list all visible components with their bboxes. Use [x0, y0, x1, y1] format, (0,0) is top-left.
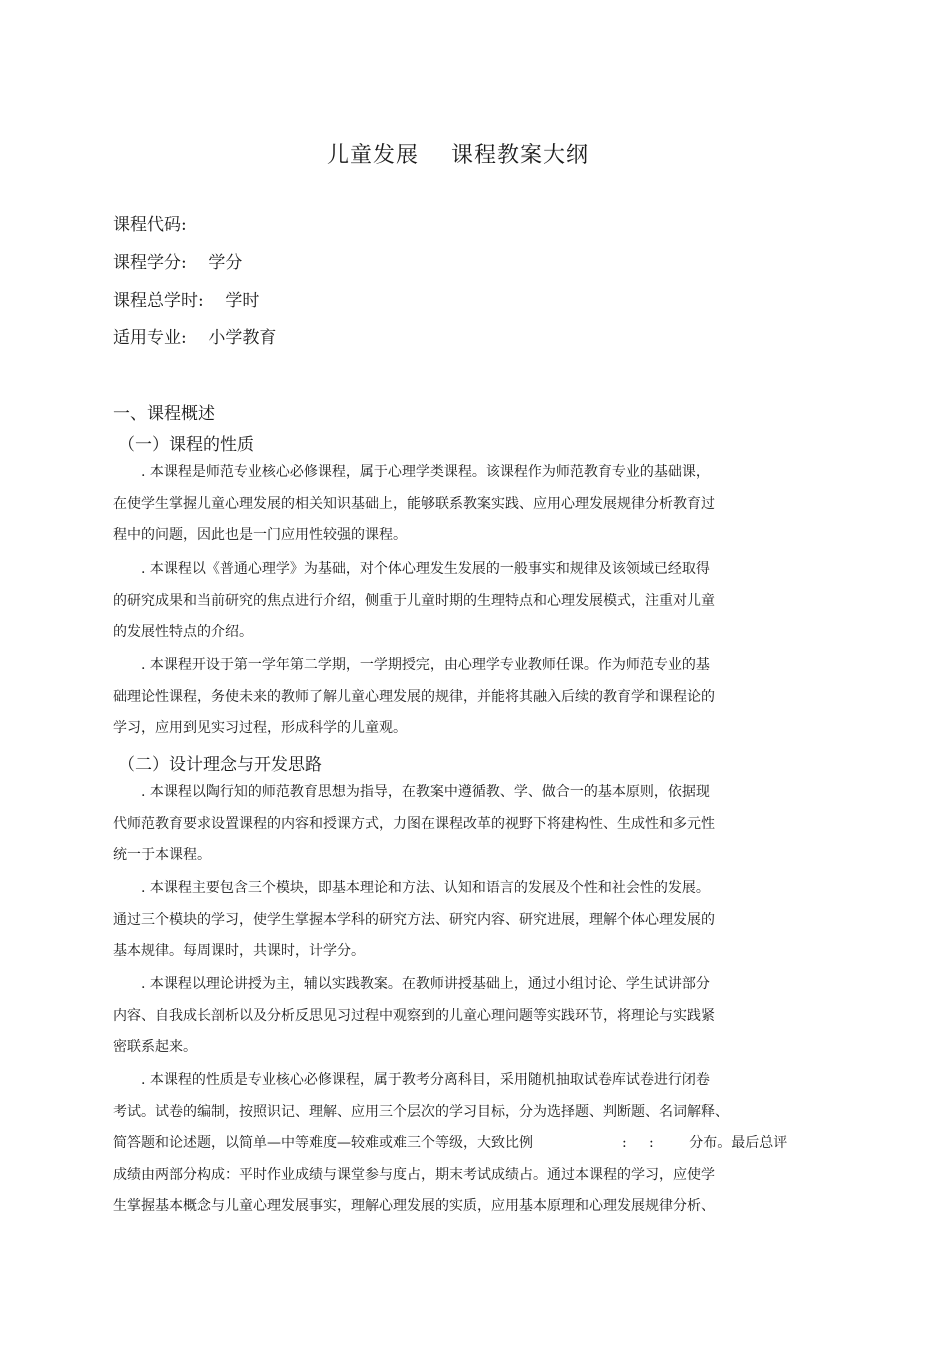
text-line: 代师范教育要求设置课程的内容和授课方式，力图在课程改革的视野下将建构性、生成性和多元性 [113, 815, 715, 832]
subsection-heading-design: （二）设计理念与开发思路 [118, 755, 322, 775]
paragraph-design-2 [113, 873, 763, 968]
text-line: . 本课程是师范专业核心必修课程，属于心理学类课程。该课程作为师范教育专业的基础课， [141, 464, 710, 480]
text-line: 的研究成果和当前研究的焦点进行介绍，侧重于儿童时期的生理特点和心理发展模式，注重对儿童 [113, 592, 715, 609]
text-line: . 本课程以《普通心理学》为基础，对个体心理发生发展的一般事实和规律及该领域已经取得 [141, 561, 710, 577]
text-line: 学习，应用到见实习过程，形成科学的儿童观。 [113, 720, 407, 736]
section-heading-overview: 一、课程概述 [113, 404, 215, 424]
course-code-label: 课程代码: [113, 215, 187, 235]
text-line: . 本课程主要包含三个模块，即基本理论和方法、认知和语言的发展及个性和社会性的发展。 [141, 880, 710, 896]
paragraph-nature-1 [113, 457, 763, 552]
text-line: . 本课程开设于第一学年第二学期，一学期授完，由心理学专业教师任课。作为师范专业的基 [141, 657, 710, 673]
course-hours-label: 课程总学时: 学时 [113, 291, 260, 311]
subsection-heading-nature: （一）课程的性质 [118, 435, 254, 455]
paragraph-design-4 [113, 1065, 833, 1223]
text-line: . 本课程的性质是专业核心必修课程，属于教考分离科目，采用随机抽取试卷库试卷进行闭卷 [141, 1072, 710, 1088]
paragraph-nature-2 [113, 554, 763, 649]
text-line: 在使学生掌握儿童心理发展的相关知识基础上，能够联系教案实践、应用心理发展规律分析教育过 [113, 495, 715, 512]
paragraph-design-3 [113, 969, 763, 1064]
course-credits-label: 课程学分: 学分 [113, 253, 243, 273]
text-line: 的发展性特点的介绍。 [113, 624, 253, 640]
applicable-major-label: 适用专业: 小学教育 [113, 328, 277, 348]
text-line: 成绩由两部分构成：平时作业成绩与课堂参与度占，期末考试成绩占。通过本课程的学习，应使学 [113, 1166, 715, 1183]
text-line: 考试。试卷的编制，按照识记、理解、应用三个层次的学习目标，分为选择题、判断题、名词解释、 [113, 1103, 729, 1120]
text-line: 础理论性课程，务使未来的教师了解儿童心理发展的规律，并能将其融入后续的教育学和课程论的 [113, 688, 715, 705]
text-line: 内容、自我成长剖析以及分析反思见习过程中观察到的儿童心理问题等实践环节，将理论与实践紧 [113, 1007, 715, 1024]
text-line: . 本课程以陶行知的师范教育思想为指导，在教案中遵循教、学、做合一的基本原则，依据现 [141, 784, 710, 800]
text-line: 生掌握基本概念与儿童心理发展事实，理解心理发展的实质，应用基本原理和心理发展规律分析、 [113, 1198, 715, 1214]
document-title: 儿童发展 课程教案大纲 [327, 143, 589, 168]
text-line: 通过三个模块的学习，使学生掌握本学科的研究方法、研究内容、研究进展，理解个体心理发展的 [113, 911, 715, 928]
text-line: 简答题和论述题，以简单—中等难度—较难或难三个等级，大致比例 : : 分布。最后总评 [113, 1135, 788, 1151]
text-line: 统一于本课程。 [113, 847, 211, 863]
text-line: 密联系起来。 [113, 1039, 197, 1055]
text-line: 基本规律。每周课时，共课时，计学分。 [113, 943, 365, 959]
paragraph-nature-3 [113, 650, 763, 745]
paragraph-design-1 [113, 777, 763, 872]
text-line: . 本课程以理论讲授为主，辅以实践教案。在教师讲授基础上，通过小组讨论、学生试讲部分 [141, 976, 710, 992]
text-line: 程中的问题，因此也是一门应用性较强的课程。 [113, 527, 407, 543]
